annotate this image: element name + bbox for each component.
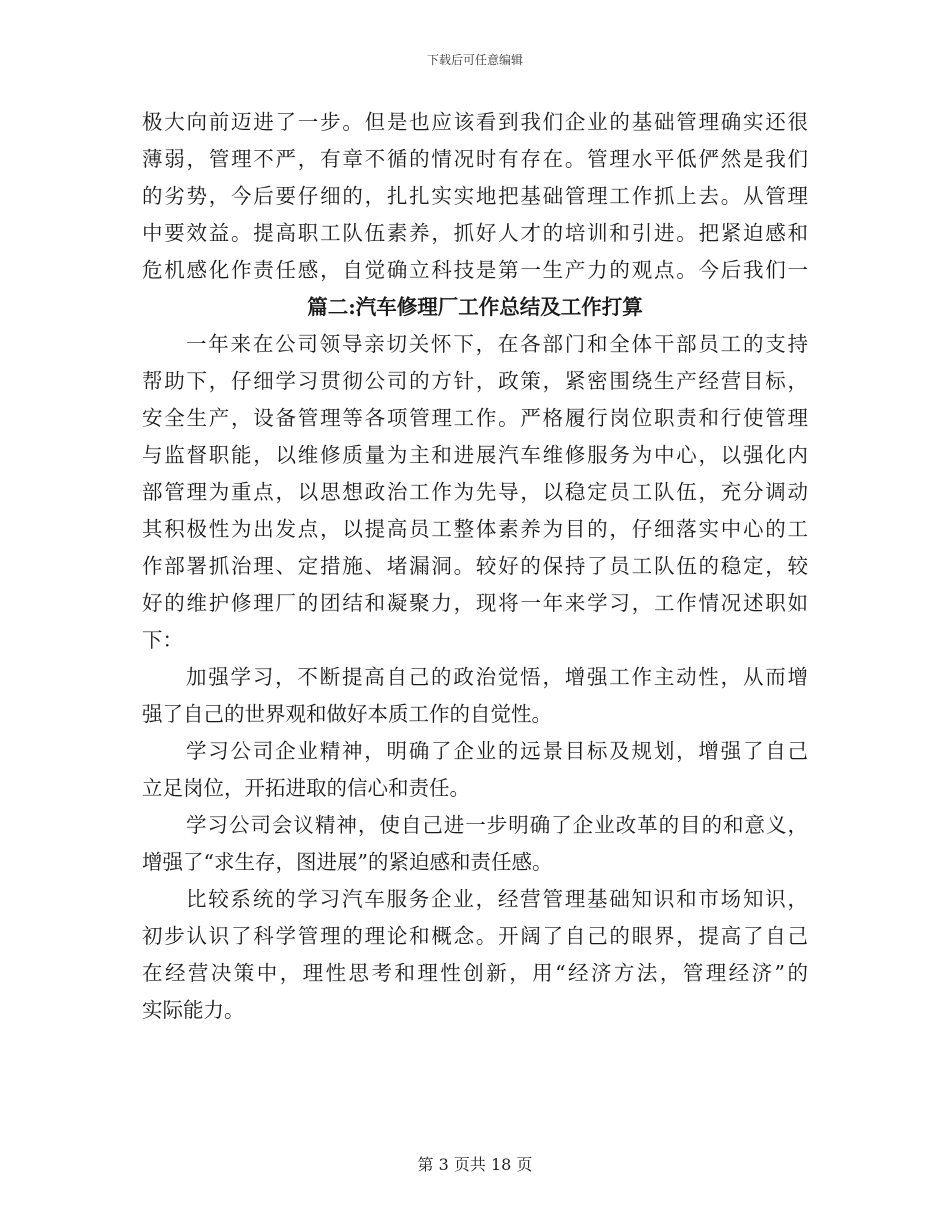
text-line: 学习公司企业精神，明确了企业的远景目标及规划，增强了自己 — [186, 739, 808, 763]
text-line: 安全生产，设备管理等各项管理工作。严格履行岗位职责和行使管理 — [142, 406, 808, 430]
text-line: 好的维护修理厂的团结和凝聚力，现将一年来学习，工作情况述职如 — [142, 591, 808, 615]
text-line: 在经营决策中，理性思考和理性创新，用“经济方法，管理经济”的 — [142, 961, 808, 985]
text-line: 初步认识了科学管理的理论和概念。开阔了自己的眼界，提高了自己 — [142, 924, 808, 948]
text-line: 增强了“求生存，图进展”的紧迫感和责任感。 — [142, 850, 553, 874]
text-line: 其积极性为出发点，以提高员工整体素养为目的，仔细落实中心的工 — [142, 517, 808, 541]
text-line: 立足岗位，开拓进取的信心和责任。 — [142, 776, 470, 800]
text-line: 危机感化作责任感，自觉确立科技是第一生产力的观点。今后我们一 — [142, 258, 808, 282]
text-line: 下： — [142, 628, 183, 652]
text-line: 比较系统的学习汽车服务企业，经营管理基础知识和市场知识， — [186, 887, 808, 911]
text-line: 部管理为重点，以思想政治工作为先导，以稳定员工队伍，充分调动 — [142, 480, 808, 504]
text-line: 一年来在公司领导亲切关怀下，在各部门和全体干部员工的支持 — [186, 332, 808, 356]
page-header: 下载后可任意编辑 — [426, 53, 523, 67]
section-heading: 篇二:汽车修理厂工作总结及工作打算 — [307, 295, 643, 319]
page-number: 第 3 页共 18 页 — [417, 1155, 533, 1174]
text-line: 作部署抓治理、定措施、堵漏洞。较好的保持了员工队伍的稳定，较 — [142, 554, 808, 578]
text-line: 实际能力。 — [142, 998, 245, 1022]
text-line: 极大向前迈进了一步。但是也应该看到我们企业的基础管理确实还很 — [142, 110, 808, 134]
text-line: 薄弱，管理不严，有章不循的情况时有存在。管理水平低俨然是我们 — [142, 147, 808, 171]
text-line: 学习公司会议精神，使自己进一步明确了企业改革的目的和意义， — [186, 813, 808, 837]
text-line: 的劣势，今后要仔细的，扎扎实实地把基础管理工作抓上去。从管理 — [142, 184, 808, 208]
document-body — [142, 104, 808, 1029]
text-line: 加强学习，不断提高自己的政治觉悟，增强工作主动性，从而增 — [186, 665, 808, 689]
text-line: 与监督职能，以维修质量为主和进展汽车维修服务为中心，以强化内 — [142, 443, 808, 467]
text-line: 强了自己的世界观和做好本质工作的自觉性。 — [142, 702, 552, 726]
text-line: 帮助下，仔细学习贯彻公司的方针，政策，紧密围绕生产经营目标， — [142, 369, 808, 393]
text-line: 中要效益。提高职工队伍素养，抓好人才的培训和引进。把紧迫感和 — [142, 221, 808, 245]
